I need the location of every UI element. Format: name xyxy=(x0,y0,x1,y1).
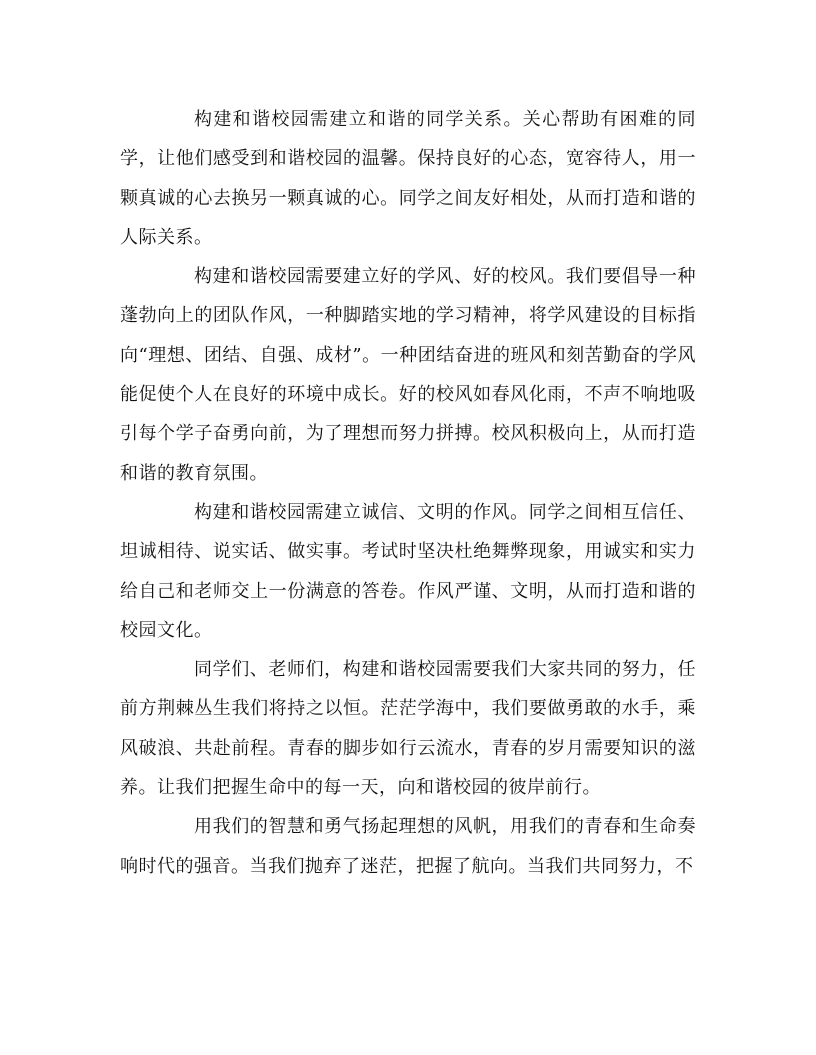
paragraph-4: 同学们、老师们，构建和谐校园需要我们大家共同的努力，任前方荆棘丛生我们将持之以恒。茫茫学海中，我们要做勇敢的水手，乘风破浪、共赴前程。青春的脚步如行云流水，青春的岁月需要知识的滋养。让我们把握生命中的每一天，向和谐校园的彼岸前行。 xyxy=(120,659,696,799)
document-body xyxy=(120,100,696,886)
paragraph-1: 构建和谐校园需建立和谐的同学关系。关心帮助有困难的同学，让他们感受到和谐校园的温馨。保持良好的心态，宽容待人，用一颗真诚的心去换另一颗真诚的心。同学之间友好相处，从而打造和谐的人际关系。 xyxy=(120,109,696,248)
paragraph-2: 构建和谐校园需要建立好的学风、好的校风。我们要倡导一种蓬勃向上的团队作风，一种脚踏实地的学习精神，将学风建设的目标指向“理想、团结、自强、成材”。一种团结奋进的班风和刻苦勤奋的学风能促使个人在良好的环境中成长。好的校风如春风化雨，不声不响地吸引每个学子奋勇向前，为了理想而努力拼搏。校风积极向上，从而打造和谐的教育氛围。 xyxy=(120,266,696,484)
paragraph-5: 用我们的智慧和勇气扬起理想的风帆，用我们的青春和生命奏响时代的强音。当我们抛弃了迷茫，把握了航向。当我们共同努力，不 xyxy=(120,816,696,877)
paragraph-3: 构建和谐校园需建立诚信、文明的作风。同学之间相互信任、坦诚相待、说实话、做实事。考试时坚决杜绝舞弊现象，用诚实和实力给自己和老师交上一份满意的答卷。作风严谨、文明，从而打造和谐的校园文化。 xyxy=(120,501,696,641)
